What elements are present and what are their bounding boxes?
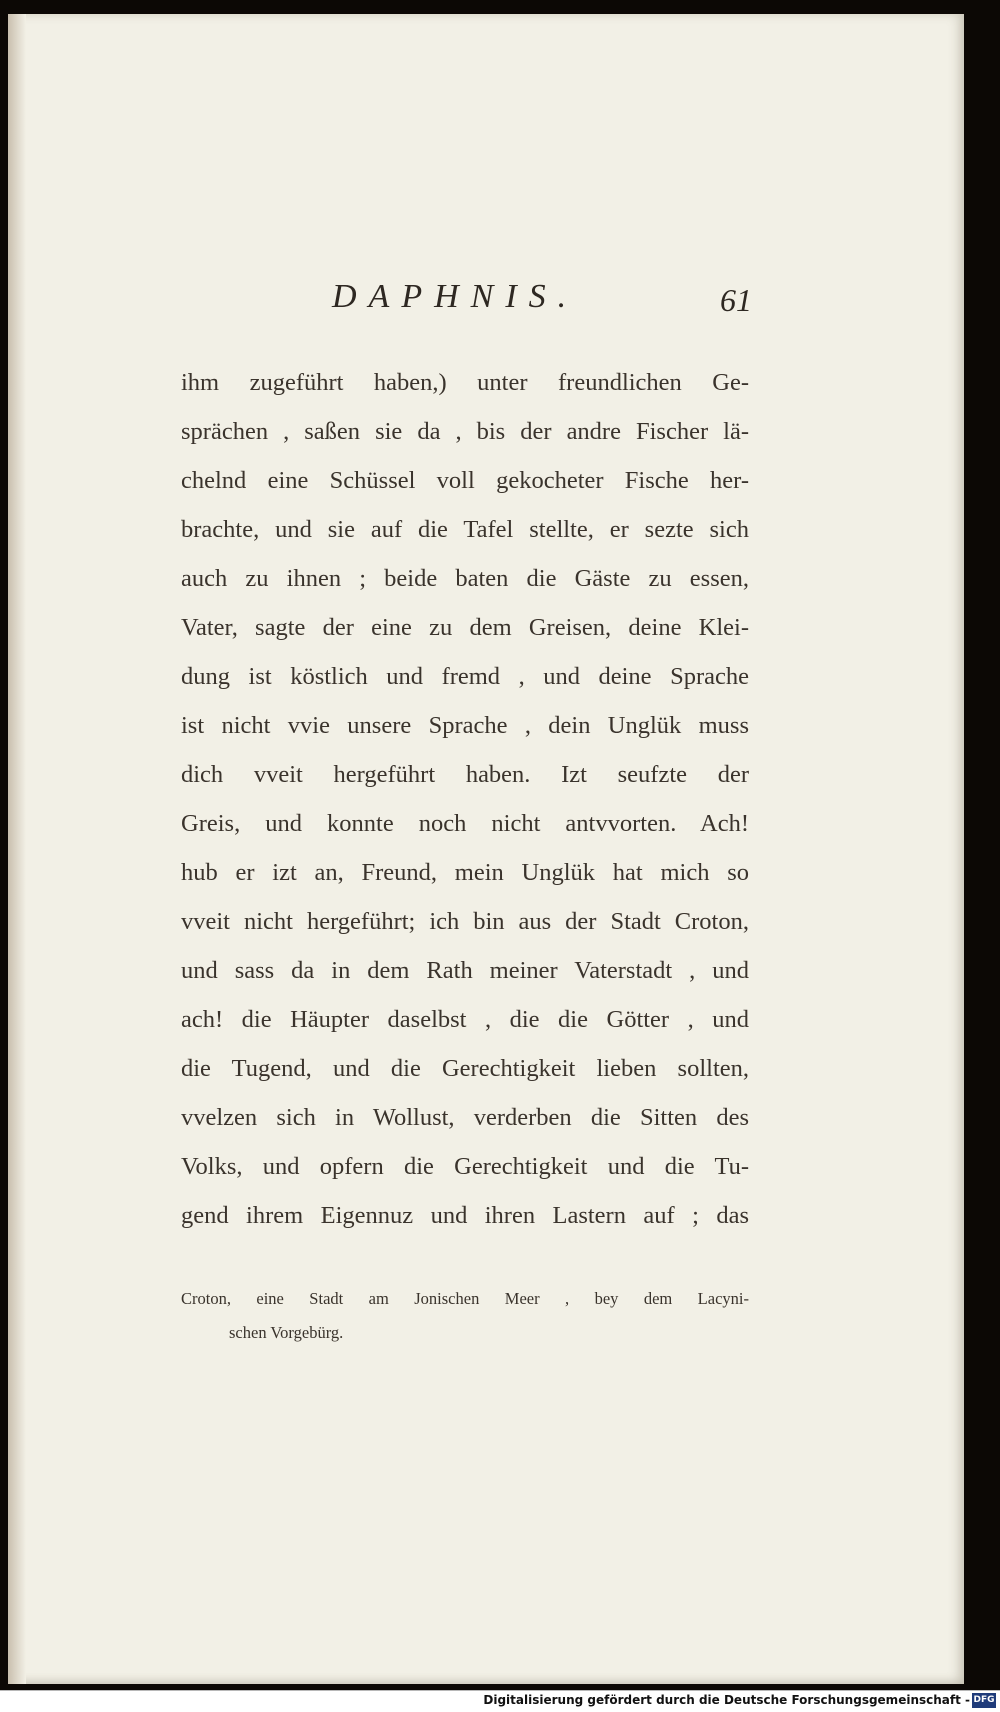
text-line: die Tugend, und die Gerechtigkeit lieben sollten, xyxy=(181,1055,749,1082)
text-line: Volks, und opfern die Gerechtigkeit und die Tu- xyxy=(181,1153,749,1180)
text-line: vvelzen sich in Wollust, verderben die Sitten des xyxy=(181,1104,749,1131)
text-line: sprächen , saßen sie da , bis der andre Fischer lä- xyxy=(181,418,749,445)
footnote-line: Croton, eine Stadt am Jonischen Meer , bey dem Lacyni- xyxy=(181,1289,749,1308)
text-line: brachte, und sie auf die Tafel stellte, er sezte sich xyxy=(181,516,749,543)
text-line: ihm zugeführt haben,) unter freundlichen Ge- xyxy=(181,369,749,396)
body-text xyxy=(181,358,749,1240)
running-title: DAPHNIS. xyxy=(332,278,579,315)
page-gutter xyxy=(8,14,26,1684)
page-header xyxy=(184,276,752,326)
text-line: Vater, sagte der eine zu dem Greisen, deine Klei- xyxy=(181,614,749,641)
text-line: und sass da in dem Rath meiner Vaterstadt , und xyxy=(181,957,749,984)
text-line: Greis, und konnte noch nicht antvvorten. Ach! xyxy=(181,810,749,837)
footnote-line: schen Vorgebürg. xyxy=(229,1323,344,1342)
text-line: gend ihrem Eigennuz und ihren Lastern auf ; das xyxy=(181,1202,749,1229)
text-line: hub er izt an, Freund, mein Unglük hat mich so xyxy=(181,859,749,886)
funding-credit: Digitalisierung gefördert durch die Deutsche Forschungsgemeinschaft - xyxy=(483,1693,970,1707)
page-number: 61 xyxy=(720,282,752,318)
text-line: dich vveit hergeführt haben. Izt seufzte der xyxy=(181,761,749,788)
digitization-credit-bar xyxy=(0,1690,1000,1712)
dfg-logo-icon: DFG xyxy=(972,1693,996,1708)
text-line: chelnd eine Schüssel voll gekocheter Fische her- xyxy=(181,467,749,494)
text-line: auch zu ihnen ; beide baten die Gäste zu essen, xyxy=(181,565,749,592)
text-line: vveit nicht hergeführt; ich bin aus der Stadt Croton, xyxy=(181,908,749,935)
footnote xyxy=(181,1282,749,1350)
text-line: ist nicht vvie unsere Sprache , dein Unglük muss xyxy=(181,712,749,739)
text-line: dung ist köstlich und fremd , und deine Sprache xyxy=(181,663,749,690)
text-line: ach! die Häupter daselbst , die die Götter , und xyxy=(181,1006,749,1033)
book-page xyxy=(8,14,964,1684)
